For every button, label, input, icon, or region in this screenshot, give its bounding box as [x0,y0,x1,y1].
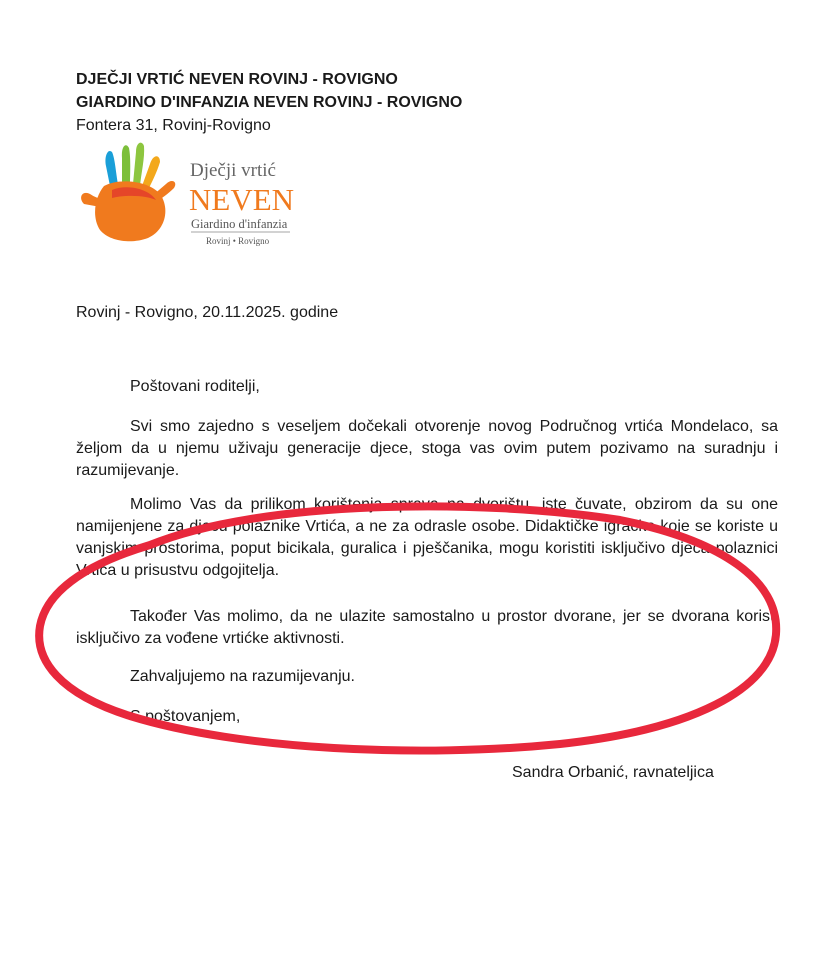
logo-subtitle: Giardino d'infanzia [191,217,288,231]
paragraph-playground: Molimo Vas da prilikom korištenja sprava na dvorištu, iste čuvate, obzirom da su one namijenjene za djecu polaznike Vrtića, a ne za odrasle osobe. Didaktičke igračke koje se koriste u vanjskim prostorima, poput bicikala, guralica i pješčanika, mogu koristiti isključivo djeca polaznici Vrtića u prisustvu odgojitelja. [76,496,778,579]
closing-line: S poštovanjem, [130,708,241,725]
paragraph-hall: Također Vas molimo, da ne ulazite samostalno u prostor dvorane, jer se dvorana koristi isključivo za vođene vrtićke aktivnosti. [76,608,778,647]
greeting: Poštovani roditelji, [130,378,260,395]
logo-top-text: Dječji vrtić [190,160,276,181]
paragraph-opening: Svi smo zajedno s veseljem dočekali otvorenje novog Područnog vrtića Mondelaco, sa željom da u njemu uživaju generacije djece, stoga vas ovim putem pozivamo na suradnju i razumijevanje. [76,418,778,479]
letterhead-title-italian: GIARDINO D'INFANZIA NEVEN ROVINJ - ROVIGNO [76,94,463,111]
kindergarten-logo [78,138,318,250]
date-line: Rovinj - Rovigno, 20.11.2025. godine [76,304,339,321]
letterhead-title-croatian: DJEČJI VRTIĆ NEVEN ROVINJ - ROVIGNO [76,71,398,88]
thanks-line: Zahvaljujemo na razumijevanju. [130,668,355,685]
hand-print-icon [78,138,318,250]
letterhead-address: Fontera 31, Rovinj-Rovigno [76,117,271,134]
letterhead [76,68,462,137]
logo-name: NEVEN [189,182,295,217]
signature: Sandra Orbanić, ravnateljica [512,764,714,781]
logo-place: Rovinj • Rovigno [206,236,270,246]
